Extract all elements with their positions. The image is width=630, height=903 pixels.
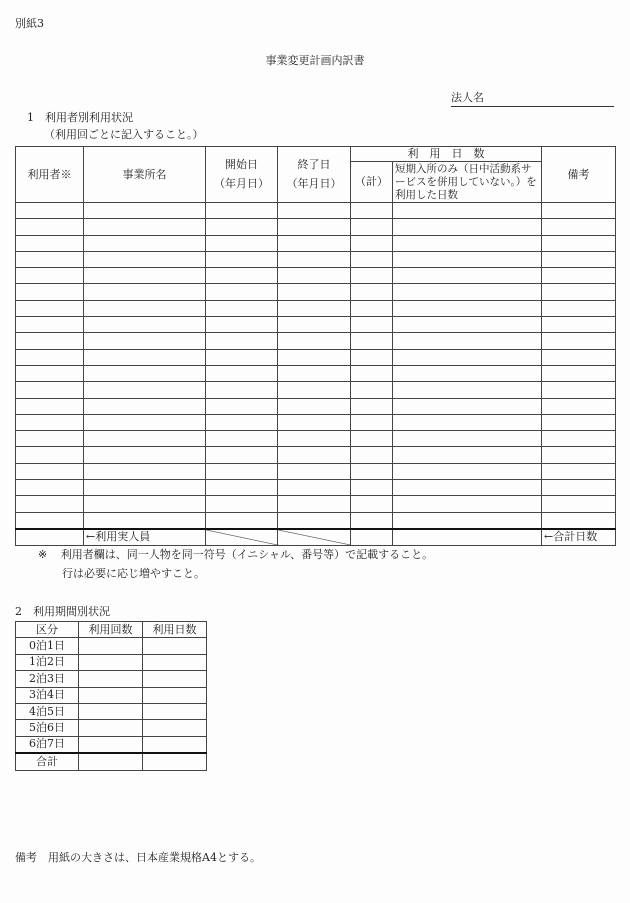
table-row [16, 365, 616, 381]
header-start-date-unit: （年月日） [214, 177, 269, 190]
cell-days[interactable] [143, 671, 207, 687]
cell-end[interactable] [278, 349, 351, 365]
cell-user[interactable] [16, 365, 84, 381]
cell-remarks[interactable] [542, 317, 616, 333]
cell-user[interactable] [16, 284, 84, 300]
cell-count[interactable] [79, 638, 143, 654]
cell-user[interactable] [16, 382, 84, 398]
cell-user[interactable] [16, 496, 84, 512]
corporation-name-label: 法人名 [451, 91, 484, 104]
cell-start[interactable] [206, 284, 278, 300]
cell-remarks[interactable] [542, 447, 616, 463]
cell-days[interactable] [143, 638, 207, 654]
cell-category: 6泊7日 [16, 736, 79, 753]
cell-start[interactable] [206, 414, 278, 430]
cell-short-term[interactable] [393, 251, 542, 267]
table-row [16, 703, 207, 719]
cell-user[interactable] [16, 480, 84, 496]
table-row [16, 251, 616, 267]
cell-end[interactable] [278, 463, 351, 479]
table-row [16, 512, 616, 529]
cell-end[interactable] [278, 431, 351, 447]
cell-user[interactable] [16, 463, 84, 479]
table-row [16, 349, 616, 365]
cell-short-term[interactable] [393, 300, 542, 316]
header-end-date [278, 147, 351, 203]
stay-duration-table [15, 621, 207, 771]
header-total: （計） [351, 162, 393, 203]
cell-remarks[interactable] [542, 251, 616, 267]
table-row [16, 398, 616, 414]
total-row [16, 753, 207, 770]
header-usage-days: 利用日数 [143, 622, 207, 638]
cell-short-term[interactable] [393, 447, 542, 463]
cell-end[interactable] [278, 284, 351, 300]
cell-days[interactable] [143, 736, 207, 753]
cell-total[interactable] [351, 268, 393, 284]
table-row [16, 203, 616, 219]
cell-user[interactable] [16, 251, 84, 267]
cell-short-term[interactable] [393, 463, 542, 479]
cell-short-term[interactable] [393, 431, 542, 447]
cell-short-term[interactable] [393, 365, 542, 381]
cell-end[interactable] [278, 512, 351, 529]
table-row [16, 720, 207, 736]
total-count[interactable] [79, 753, 143, 770]
table-row [16, 480, 616, 496]
cell-start[interactable] [206, 235, 278, 251]
cell-user[interactable] [16, 317, 84, 333]
cell-end[interactable] [278, 447, 351, 463]
table-row [16, 235, 616, 251]
cell-days[interactable] [143, 654, 207, 670]
cell-remarks[interactable] [542, 333, 616, 349]
cell-category: 5泊6日 [16, 720, 79, 736]
cell-user[interactable] [16, 349, 84, 365]
header-end-date-unit: （年月日） [286, 177, 342, 190]
table-row [16, 447, 616, 463]
cell-office[interactable] [84, 365, 206, 381]
cell-user[interactable] [16, 219, 84, 235]
cell-end[interactable] [278, 268, 351, 284]
cell-end[interactable] [278, 251, 351, 267]
table-row [16, 284, 616, 300]
cell-user[interactable] [16, 447, 84, 463]
header-user: 利用者※ [16, 147, 84, 203]
cell-count[interactable] [79, 703, 143, 719]
user-usage-table [15, 146, 616, 546]
cell-short-term[interactable] [393, 414, 542, 430]
cell-start[interactable] [206, 219, 278, 235]
cell-total[interactable] [351, 463, 393, 479]
cell-end[interactable] [278, 414, 351, 430]
table-row [16, 317, 616, 333]
cell-user[interactable] [16, 333, 84, 349]
cell-short-term[interactable] [393, 268, 542, 284]
table-header-row [16, 622, 207, 638]
cell-total[interactable] [351, 219, 393, 235]
footnote-1-text: 利用者欄は、同一人物を同一符号（イニシャル、番号等）で記載すること。 [60, 548, 434, 561]
cell-remarks[interactable] [542, 349, 616, 365]
cell-start[interactable] [206, 349, 278, 365]
cell-office[interactable] [84, 398, 206, 414]
cell-end[interactable] [278, 317, 351, 333]
cell-end[interactable] [278, 203, 351, 219]
table-row [16, 300, 616, 316]
section1-note: （利用回ごとに記入すること。） [44, 128, 204, 141]
cell-end[interactable] [278, 300, 351, 316]
cell-office[interactable] [84, 447, 206, 463]
table-row [16, 268, 616, 284]
cell-remarks[interactable] [542, 480, 616, 496]
cell-office[interactable] [84, 333, 206, 349]
cell-short-term[interactable] [393, 235, 542, 251]
cell-office[interactable] [84, 512, 206, 529]
section2-title: 2 利用期間別状況 [15, 605, 110, 618]
summary-total-days-label: ←合計日数 [542, 529, 616, 546]
header-usage-days: 利 用 日 数 [351, 147, 542, 162]
header-usage-count: 利用回数 [79, 622, 143, 638]
cell-total[interactable] [351, 235, 393, 251]
cell-short-term[interactable] [393, 219, 542, 235]
cell-office[interactable] [84, 317, 206, 333]
cell-category: 1泊2日 [16, 654, 79, 670]
cell-start[interactable] [206, 333, 278, 349]
cell-total[interactable] [351, 512, 393, 529]
summary-start-diagonal [206, 529, 278, 546]
cell-short-term[interactable] [393, 349, 542, 365]
cell-short-term[interactable] [393, 333, 542, 349]
cell-start[interactable] [206, 398, 278, 414]
cell-remarks[interactable] [542, 496, 616, 512]
cell-end[interactable] [278, 398, 351, 414]
cell-count[interactable] [79, 654, 143, 670]
table-row [16, 687, 207, 703]
header-remarks: 備考 [542, 147, 616, 203]
cell-end[interactable] [278, 365, 351, 381]
cell-remarks[interactable] [542, 431, 616, 447]
total-label: 合計 [16, 753, 79, 770]
summary-short-term-days[interactable] [393, 529, 542, 546]
table-row [16, 219, 616, 235]
cell-remarks[interactable] [542, 414, 616, 430]
cell-remarks[interactable] [542, 235, 616, 251]
table-row [16, 496, 616, 512]
cell-user[interactable] [16, 398, 84, 414]
header-category: 区分 [16, 622, 79, 638]
cell-short-term[interactable] [393, 382, 542, 398]
footnote-1 [38, 548, 433, 562]
cell-total[interactable] [351, 431, 393, 447]
cell-total[interactable] [351, 496, 393, 512]
cell-start[interactable] [206, 300, 278, 316]
cell-start[interactable] [206, 382, 278, 398]
cell-remarks[interactable] [542, 512, 616, 529]
corporation-name-field[interactable] [451, 91, 614, 107]
summary-actual-users-label: ←利用実人員 [84, 529, 206, 546]
cell-category: 4泊5日 [16, 703, 79, 719]
cell-total[interactable] [351, 414, 393, 430]
cell-count[interactable] [79, 687, 143, 703]
cell-office[interactable] [84, 268, 206, 284]
cell-user[interactable] [16, 431, 84, 447]
reference-mark: ※ [38, 548, 48, 561]
cell-count[interactable] [79, 736, 143, 753]
table-row [16, 638, 207, 654]
cell-office[interactable] [84, 300, 206, 316]
cell-start[interactable] [206, 463, 278, 479]
summary-total-days[interactable] [351, 529, 393, 546]
section1-title: 1 利用者別利用状況 [27, 111, 133, 124]
cell-total[interactable] [351, 284, 393, 300]
cell-short-term[interactable] [393, 203, 542, 219]
cell-end[interactable] [278, 496, 351, 512]
cell-category: 2泊3日 [16, 671, 79, 687]
header-short-term-only: 短期入所のみ（日中活動系サービスを併用していない。）を利用した日数 [393, 162, 542, 203]
document-label: 別紙3 [15, 17, 44, 30]
header-end-date-label: 終了日 [297, 158, 331, 171]
cell-total[interactable] [351, 382, 393, 398]
cell-user[interactable] [16, 512, 84, 529]
cell-user[interactable] [16, 268, 84, 284]
cell-short-term[interactable] [393, 317, 542, 333]
cell-office[interactable] [84, 219, 206, 235]
cell-end[interactable] [278, 382, 351, 398]
cell-office[interactable] [84, 431, 206, 447]
cell-category: 3泊4日 [16, 687, 79, 703]
table-row [16, 333, 616, 349]
cell-end[interactable] [278, 235, 351, 251]
cell-remarks[interactable] [542, 300, 616, 316]
header-start-date [206, 147, 278, 203]
cell-total[interactable] [351, 251, 393, 267]
cell-user[interactable] [16, 203, 84, 219]
cell-start[interactable] [206, 251, 278, 267]
cell-remarks[interactable] [542, 203, 616, 219]
cell-remarks[interactable] [542, 382, 616, 398]
summary-user-count[interactable] [16, 529, 84, 546]
table-row [16, 736, 207, 753]
document-title: 事業変更計画内訳書 [265, 54, 365, 67]
cell-user[interactable] [16, 300, 84, 316]
header-start-date-label: 開始日 [225, 158, 258, 171]
cell-office[interactable] [84, 203, 206, 219]
cell-remarks[interactable] [542, 268, 616, 284]
cell-total[interactable] [351, 365, 393, 381]
cell-start[interactable] [206, 365, 278, 381]
cell-user[interactable] [16, 235, 84, 251]
cell-start[interactable] [206, 203, 278, 219]
cell-days[interactable] [143, 720, 207, 736]
cell-user[interactable] [16, 414, 84, 430]
cell-office[interactable] [84, 284, 206, 300]
cell-total[interactable] [351, 349, 393, 365]
cell-category: 0泊1日 [16, 638, 79, 654]
paper-size-remark: 備考 用紙の大きさは、日本産業規格A4とする。 [15, 851, 261, 864]
table-row [16, 671, 207, 687]
cell-office[interactable] [84, 382, 206, 398]
cell-start[interactable] [206, 431, 278, 447]
cell-days[interactable] [143, 703, 207, 719]
table-row [16, 654, 207, 670]
total-days[interactable] [143, 753, 207, 770]
cell-start[interactable] [206, 496, 278, 512]
cell-remarks[interactable] [542, 284, 616, 300]
footnote-2: 行は必要に応じ増やすこと。 [62, 567, 205, 580]
cell-office[interactable] [84, 235, 206, 251]
cell-short-term[interactable] [393, 284, 542, 300]
summary-row [16, 529, 616, 546]
cell-short-term[interactable] [393, 480, 542, 496]
cell-remarks[interactable] [542, 398, 616, 414]
cell-days[interactable] [143, 687, 207, 703]
cell-end[interactable] [278, 333, 351, 349]
table-row [16, 463, 616, 479]
cell-total[interactable] [351, 333, 393, 349]
cell-start[interactable] [206, 447, 278, 463]
cell-total[interactable] [351, 203, 393, 219]
cell-start[interactable] [206, 512, 278, 529]
table-row [16, 414, 616, 430]
header-office: 事業所名 [84, 147, 206, 203]
cell-office[interactable] [84, 496, 206, 512]
cell-total[interactable] [351, 317, 393, 333]
cell-remarks[interactable] [542, 365, 616, 381]
cell-total[interactable] [351, 398, 393, 414]
cell-total[interactable] [351, 447, 393, 463]
cell-total[interactable] [351, 300, 393, 316]
cell-short-term[interactable] [393, 512, 542, 529]
cell-total[interactable] [351, 480, 393, 496]
cell-office[interactable] [84, 480, 206, 496]
cell-start[interactable] [206, 317, 278, 333]
cell-start[interactable] [206, 480, 278, 496]
summary-end-diagonal [278, 529, 351, 546]
cell-remarks[interactable] [542, 219, 616, 235]
cell-short-term[interactable] [393, 398, 542, 414]
cell-count[interactable] [79, 720, 143, 736]
cell-short-term[interactable] [393, 496, 542, 512]
cell-start[interactable] [206, 268, 278, 284]
table-row [16, 431, 616, 447]
cell-remarks[interactable] [542, 463, 616, 479]
cell-office[interactable] [84, 463, 206, 479]
cell-office[interactable] [84, 349, 206, 365]
cell-office[interactable] [84, 251, 206, 267]
table-row [16, 382, 616, 398]
cell-end[interactable] [278, 480, 351, 496]
cell-end[interactable] [278, 219, 351, 235]
cell-count[interactable] [79, 671, 143, 687]
cell-office[interactable] [84, 414, 206, 430]
